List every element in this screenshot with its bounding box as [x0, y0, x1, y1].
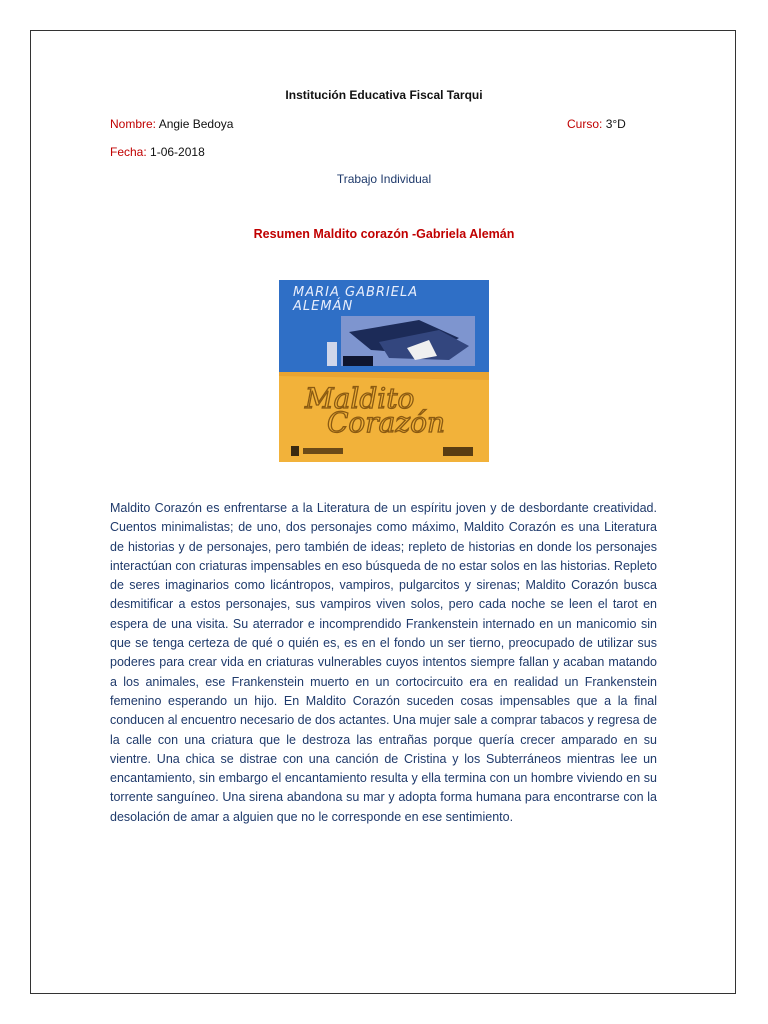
name-row: [110, 116, 233, 132]
book-cover-image: [279, 280, 489, 462]
assignment-type: Trabajo Individual: [336, 172, 432, 186]
summary-body: Maldito Corazón es enfrentarse a la Literatura de un espíritu joven y de desbordante creatividad. Cuentos minimalistas; de uno, dos personajes como máximo, Maldito Corazón es una Literatura de historias y de personajes, pero también de ideas; repleto de historias en donde los personajes interactúan con criaturas impensables en eso búsqueda de no estar solos en las historias. Repleto de seres imaginarios como licántropos, vampiros, pulgarcitos y sirenas; Maldito Corazón busca desmitificar a estos personajes, sus vampiros viven solos, pero cada noche se leen el tarot en espera de una visita. Su aterrador e incomprendido Frankenstein internado en un manicomio sin que se tenga certeza de qué o quién es, es en el fondo un ser tierno, preocupado de utilizar sus poderes para crear vida en criaturas vulnerables cuyos intentos siempre fallan y acaban matando a los animales, ese Frankenstein muerto en un cortocircuito era en realidad un Frankenstein femenino esperando un hijo. En Maldito Corazón suceden cosas impensables que a la final conducen al encuentro necesario de dos actantes. Una mujer sale a comprar tabacos y regresa de la calle con una criatura que le destroza las entrañas porque quería crecer amparado en su vientre. Una chica se distrae con una canción de Cristina y los Subterráneos mientras lee un encantamiento, sin embargo el encantamiento resulta y ella termina con un hombre viviendo en su torrente sanguíneo. Una sirena abandona su mar y adopta forma humana para encontrarse con la desolación de amar a alguien que no le corresponde en ese sentimiento.: [110, 501, 657, 824]
school-name: Institución Educativa Fiscal Tarqui: [285, 88, 483, 102]
cover-title-line2: Corazón: [327, 406, 446, 439]
cover-title-line1: Maldito: [305, 382, 415, 415]
name-label: Nombre:: [110, 117, 157, 131]
date-value: 1-06-2018: [150, 145, 205, 159]
summary-title: Resumen Maldito corazón -Gabriela Alemán: [253, 227, 515, 241]
date-label: Fecha:: [110, 145, 147, 159]
svg-text:ALEMÁN: ALEMÁN: [293, 299, 354, 314]
course-value: 3°D: [605, 117, 626, 131]
date-row: [110, 144, 205, 160]
course-row: [567, 116, 626, 132]
course-label: Curso:: [567, 117, 603, 131]
cover-author: MARIA GABRIELA: [293, 285, 419, 300]
name-value: Angie Bedoya: [158, 117, 234, 131]
